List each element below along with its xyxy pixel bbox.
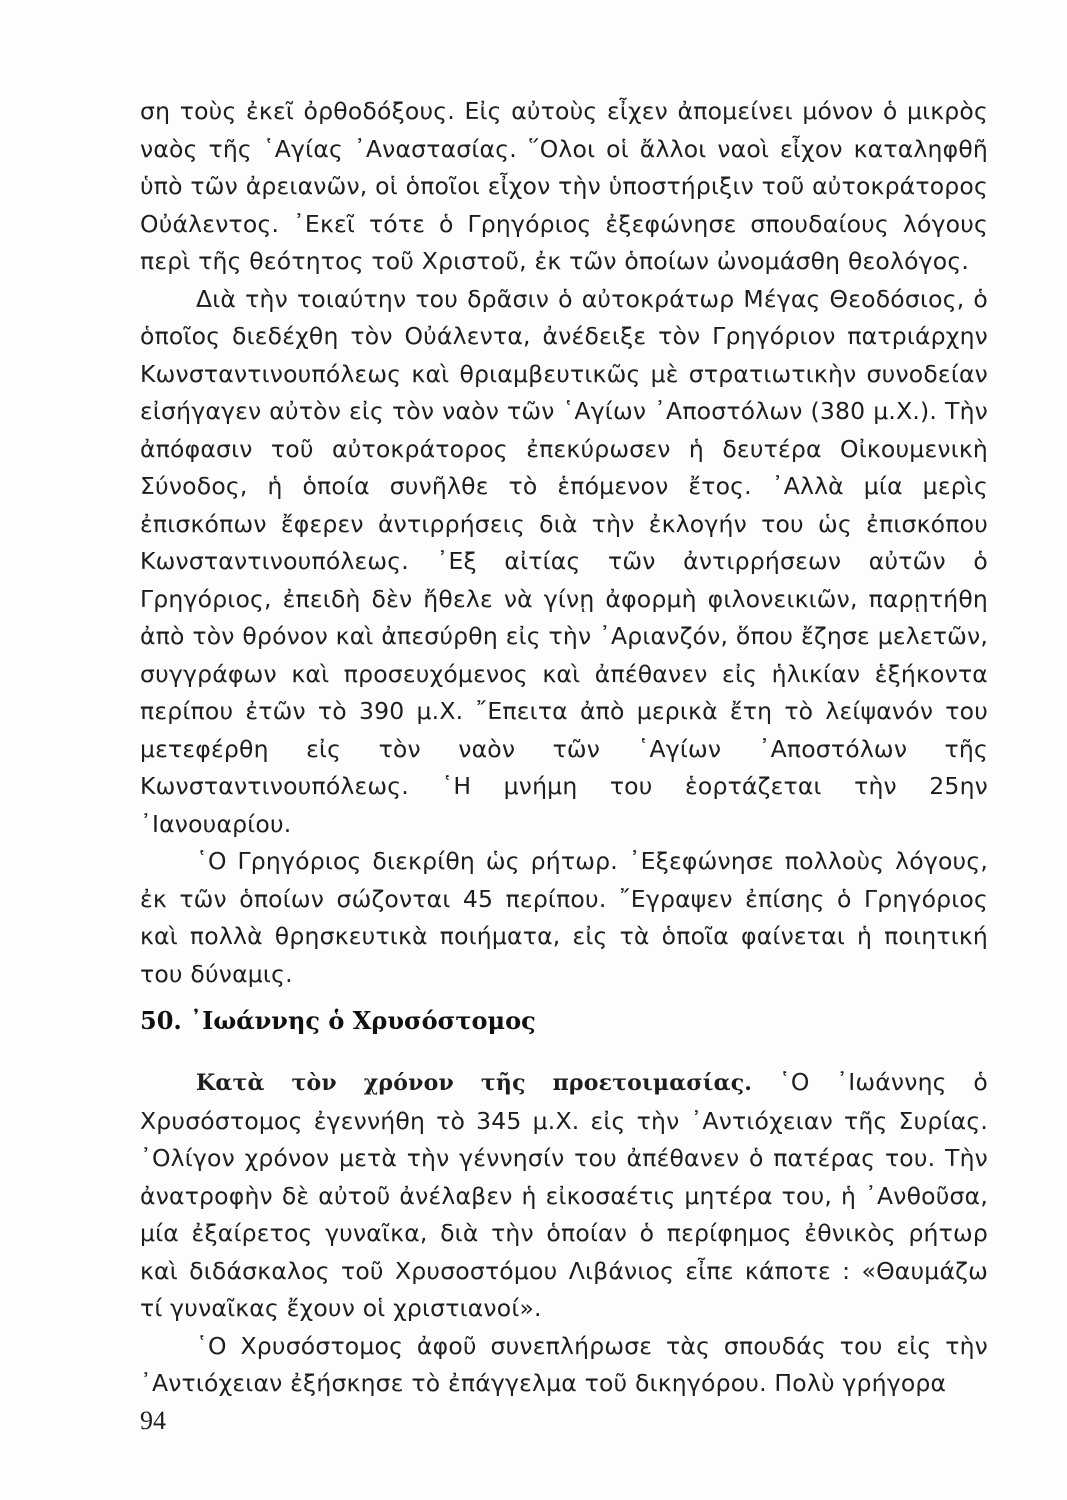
paragraph-birth [140, 1064, 988, 1328]
run-in-heading: Κατὰ τὸν χρόνον τῆς προετοιμασίας. [196, 1070, 753, 1096]
body-text-bottom [140, 1064, 988, 1403]
paragraph-continued: ση τοὺς ἐκεῖ ὀρθοδόξους. Εἰς αὐτοὺς εἶχεν ἀπομείνει μόνον ὁ μικρὸς ναὸς τῆς ῾Αγίας ᾽Αναστασίας. ῞Ολοι οἱ ἄλλοι ναοὶ εἶχον καταληφθῆ ὑπὸ τῶν ἀρειανῶν, οἱ ὁποῖοι εἶχον τὴν ὑποστήριξιν τοῦ αὐτοκράτορος Οὐάλεντος. ᾽Εκεῖ τότε ὁ Γρηγόριος ἐξεφώνησε σπουδαίους λόγους περὶ τῆς θεότητος τοῦ Χριστοῦ, ἐκ τῶν ὁποίων ὠνομάσθη θεολόγος. [140, 97, 988, 275]
paragraph-orator: ῾Ο Γρηγόριος διεκρίθη ὡς ρήτωρ. ᾽Εξεφώνησε πολλοὺς λόγους, ἐκ τῶν ὁποίων σώζονται 45 περίπου. ῎Εγραψεν ἐπίσης ὁ Γρηγόριος καὶ πολλὰ θρησκευτικὰ ποιήματα, εἰς τὰ ὁποῖα φαίνεται ἡ ποιητική του δύναμις. [140, 847, 988, 988]
page-number: 94 [140, 1406, 166, 1435]
section-heading: 50. ᾽Ιωάννης ὁ Χρυσόστομος [140, 1006, 536, 1035]
paragraph-theodosius: Διὰ τὴν τοιαύτην του δρᾶσιν ὁ αὐτοκράτωρ Μέγας Θεοδόσιος, ὁ ὁποῖος διεδέχθη τὸν Οὐάλεντα, ἀνέδειξε τὸν Γρηγόριον πατριάρχην Κωνσταντινουπόλεως καὶ θριαμβευτικῶς μὲ στρατιωτικὴν συνοδείαν εἰσήγαγεν αὐτὸν εἰς τὸν ναὸν τῶν ῾Αγίων ᾽Αποστόλων (380 μ.Χ.). Τὴν ἀπόφασιν τοῦ αὐτοκράτορος ἐπεκύρωσεν ἡ δευτέρα Οἰκουμενικὴ Σύνοδος, ἡ ὁποία συνῆλθε τὸ ἑπόμενον ἔτος. ᾽Αλλὰ μία μερὶς ἐπισκόπων ἔφερεν ἀντιρρήσεις διὰ τὴν ἐκλογήν του ὡς ἐπισκόπου Κωνσταντινουπόλεως. ᾽Εξ αἰτίας τῶν ἀντιρρήσεων αὐτῶν ὁ Γρηγόριος, ἐπειδὴ δὲν ἤθελε νὰ γίνῃ ἀφορμὴ φιλονεικιῶν, παρῃτήθη ἀπὸ τὸν θρόνον καὶ ἀπεσύρθη εἰς τὴν ᾽Αριανζόν, ὅπου ἔζησε μελετῶν, συγγράφων καὶ προσευχόμενος καὶ ἀπέθανεν εἰς ἡλικίαν ἑξήκοντα περίπου ἐτῶν τὸ 390 μ.Χ. ῎Επειτα ἀπὸ μερικὰ ἔτη τὸ λείψανόν του μετεφέρθη εἰς τὸν ναὸν τῶν ῾Αγίων ᾽Αποστόλων τῆς Κωνσταντινουπόλεως. ῾Η μνήμη του ἑορτάζεται τὴν 25ην ᾽Ιανουαρίου. [140, 284, 988, 838]
body-text-top [140, 93, 988, 993]
paragraph-birth-text: ῾Ο ᾽Ιωάννης ὁ Χρυσόστομος ἐγεννήθη τὸ 345 μ.Χ. εἰς τὴν ᾽Αντιόχειαν τῆς Συρίας. ᾽Ολίγον χρόνον μετὰ τὴν γέννησίν του ἀπέθανεν ὁ πατέρας του. Τὴν ἀνατροφὴν δὲ αὐτοῦ ἀνέλαβεν ἡ εἰκοσαέτις μητέρα του, ἡ ᾽Ανθοῦσα, μία ἐξαίρετος γυναῖκα, διὰ τὴν ὁποίαν ὁ περίφημος ἐθνικὸς ρήτωρ καὶ διδάσκαλος τοῦ Χρυσοστόμου Λιβάνιος εἶπε κάποτε : «Θαυμάζω τί γυναῖκας ἔχουν οἱ χριστιανοί». [140, 1068, 988, 1322]
paragraph-studies: ῾Ο Χρυσόστομος ἀφοῦ συνεπλήρωσε τὰς σπουδάς του εἰς τὴν ᾽Αντιόχειαν ἐξήσκησε τὸ ἐπάγγελμα τοῦ δικηγόρου. Πολὺ γρήγορα [140, 1331, 988, 1397]
